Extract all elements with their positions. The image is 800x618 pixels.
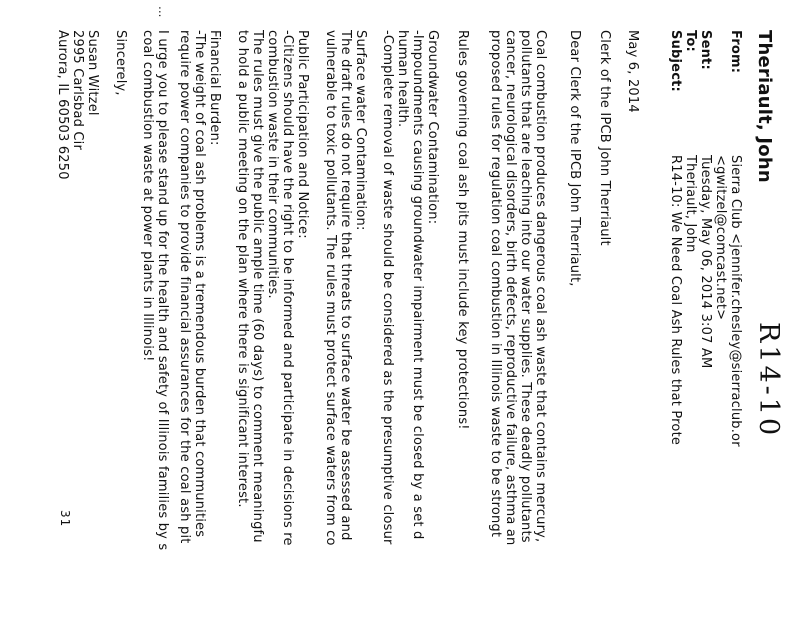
groundwater-line: -Complete removal of waste should be considered as the presumptive closur (380, 30, 395, 545)
surface-water-section (323, 30, 368, 618)
groundwater-section (380, 30, 440, 618)
signature-city: Aurora, IL 60503 6250 (55, 30, 70, 180)
intro-line: pollutants that are leaching into our water supplies. These deadly pollutants (518, 30, 533, 543)
public-line: combustion waste in their communities. (265, 30, 280, 299)
header-sent (698, 30, 713, 610)
page-number: 31 (58, 510, 72, 528)
letter-date: May 6, 2014 (625, 30, 640, 113)
header-from (713, 30, 743, 610)
financial-line: -The weight of coal ash problems is a tremendous burden that communities (192, 30, 207, 538)
sent-label: Sent: (698, 30, 713, 70)
public-line: The rules must give the public ample time (60 days) to comment meaningfu (250, 30, 265, 543)
intro-paragraph (488, 30, 548, 618)
public-line: -Citizens should have the right to be informed and participate in decisions re (280, 30, 295, 546)
surface-water-line: vulnerable to toxic pollutants. The rules must protect surface waters from co (323, 30, 338, 546)
margin-mark: ... (156, 6, 170, 18)
to-value: Theriault, John (683, 155, 698, 253)
financial-heading: Financial Burden: (207, 30, 222, 146)
to-label: To: (683, 30, 698, 52)
financial-section (177, 30, 222, 618)
signature-block (55, 30, 100, 618)
from-value: Sierra Club <jennifer.chesley@sierraclub.or (728, 155, 743, 447)
subject-value: R14-10: We Need Coal Ash Rules that Prote (668, 155, 683, 446)
from-value-email: <gwitzel@comcast.net> (713, 155, 728, 321)
groundwater-heading: Groundwater Contamination: (425, 30, 440, 225)
rules-line: Rules governing coal ash pits must include key protections! (455, 30, 470, 430)
from-label: From: (728, 30, 743, 74)
sent-value: Tuesday, May 06, 2014 3:07 AM (698, 155, 713, 369)
signature-name: Susan Witzel (85, 30, 100, 116)
salutation: Dear Clerk of the IPCB John Therriault, (567, 30, 582, 287)
surface-water-line: The draft rules do not require that threats to surface water be assessed and (338, 30, 353, 541)
financial-line: require power companies to provide financial assurances for the coal ash pit (177, 30, 192, 544)
public-line: to hold a public meeting on the plan where there is significant interest. (235, 30, 250, 508)
header-subject (668, 30, 683, 610)
intro-line: Coal combustion produces dangerous coal ash waste that contains mercury, (533, 30, 548, 543)
groundwater-line: human health. (395, 30, 410, 128)
sender-name: Theriault, John (754, 30, 775, 183)
closing: Sincerely, (113, 30, 128, 96)
signature-address: 2995 Carlsbad Cir (70, 30, 85, 151)
header-to (683, 30, 698, 610)
groundwater-line: -Impoundments causing groundwater impairment must be closed by a set d (410, 30, 425, 540)
urge-line: I urge you to please stand up for the health and safety of Illinois families by s (155, 30, 170, 551)
public-heading: Public Participation and Notice: (295, 30, 310, 239)
surface-water-heading: Surface water Contamination: (353, 30, 368, 231)
urge-line: coal combustion waste at power plants in Illinois! (140, 30, 155, 362)
intro-line: proposed rules for regulation coal combustion in Illinois waste to be strongt (488, 30, 503, 538)
urge-paragraph (140, 30, 170, 618)
subject-label: Subject: (668, 30, 683, 92)
document-id: R14-10 (753, 322, 784, 439)
public-participation-section (235, 30, 310, 618)
intro-line: cancer, neurological disorders, birth defects, reproductive failure, asthma an (503, 30, 518, 546)
recipient-line: Clerk of the IPCB John Therriault (597, 30, 612, 246)
